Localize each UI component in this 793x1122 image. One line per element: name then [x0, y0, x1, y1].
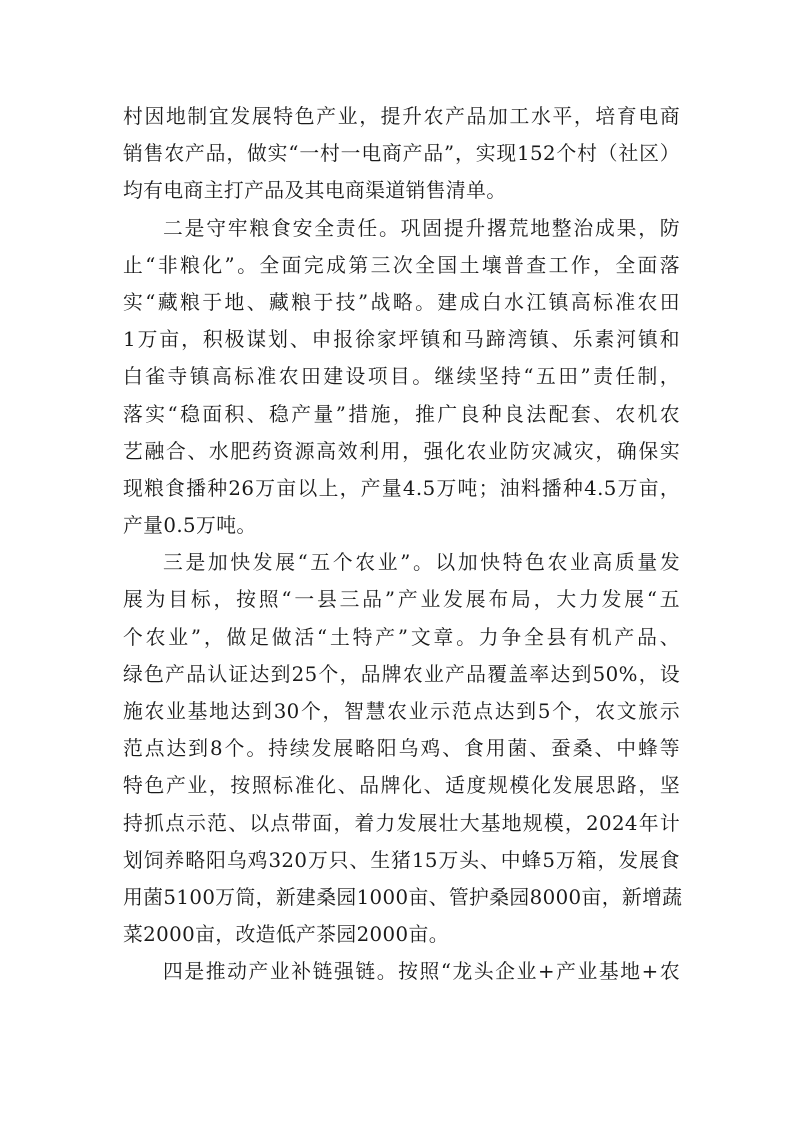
text-line: 二是守牢粮食安全责任。巩固提升撂荒地整治成果，防: [163, 216, 680, 240]
text-line: 产量0.5万吨。: [123, 514, 257, 538]
text-line: 四是推动产业补链强链。按照“龙头企业+产业基地+农: [163, 960, 680, 984]
text-line: 范点达到8个。持续发展略阳乌鸡、食用菌、蚕桑、中蜂等: [123, 737, 680, 761]
text-line: 止“非粮化”。全面完成第三次全国土壤普查工作，全面落: [123, 253, 680, 277]
text-line: 1万亩，积极谋划、申报徐家坪镇和马蹄湾镇、乐素河镇和: [123, 328, 680, 352]
paragraph-industry-chain: [123, 953, 680, 990]
text-line: 白雀寺镇高标准农田建设项目。继续坚持“五田”责任制，: [123, 365, 680, 389]
text-line: 绿色产品认证达到25个，品牌农业产品覆盖率达到50%，设: [123, 662, 680, 686]
text-line: 划饲养略阳乌鸡320万只、生猪15万头、中蜂5万箱，发展食: [123, 848, 680, 872]
text-line: 销售农产品，做实“一村一电商产品”，实现152个村（社区）: [123, 142, 680, 166]
paragraph-grain-security: [123, 210, 680, 545]
text-line: 艺融合、水肥药资源高效利用，强化农业防灾减灾，确保实: [123, 439, 680, 463]
text-line: 落实“稳面积、稳产量”措施，推广良种良法配套、农机农: [123, 402, 680, 426]
paragraph-ecommerce: [123, 98, 680, 210]
text-line: 菜2000亩，改造低产茶园2000亩。: [123, 923, 449, 947]
text-line: 村因地制宜发展特色产业，提升农产品加工水平，培育电商: [123, 105, 680, 128]
paragraph-five-agriculture: [123, 544, 683, 953]
text-line: 持抓点示范、以点带面，着力发展壮大基地规模，2024年计: [123, 811, 680, 835]
text-line: 实“藏粮于地、藏粮于技”战略。建成白水江镇高标准农田: [123, 290, 680, 314]
text-line: 施农业基地达到30个，智慧农业示范点达到5个，农文旅示: [123, 700, 680, 723]
document-body: [123, 98, 683, 991]
text-line: 现粮食播种26万亩以上，产量4.5万吨；油料播种4.5万亩，: [123, 476, 680, 500]
text-line: 展为目标，按照“一县三品”产业发展布局，大力发展“五: [123, 588, 680, 612]
text-line: 用菌5100万筒，新建桑园1000亩、管护桑园8000亩，新增蔬: [123, 885, 683, 909]
text-line: 均有电商主打产品及其电商渠道销售清单。: [123, 179, 507, 203]
text-line: 个农业”，做足做活“土特产”文章。力争全县有机产品、: [123, 625, 680, 649]
text-line: 三是加快发展“五个农业”。以加快特色农业高质量发: [163, 551, 680, 575]
text-line: 特色产业，按照标准化、品牌化、适度规模化发展思路，坚: [123, 774, 680, 798]
